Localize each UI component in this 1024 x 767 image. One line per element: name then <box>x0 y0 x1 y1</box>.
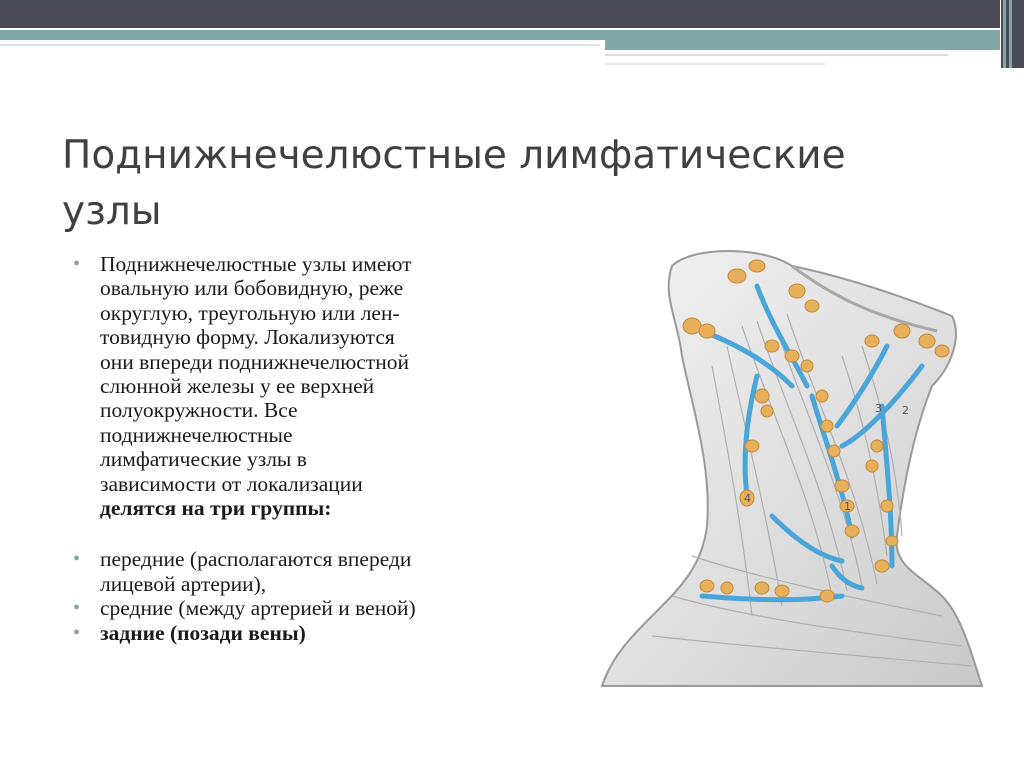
lymph-node <box>881 500 893 512</box>
lymph-node <box>886 536 898 546</box>
lymph-node <box>700 580 714 592</box>
slide-title-line-2: узлы <box>62 189 162 234</box>
description-line-4: товидную форму. Локализуются <box>100 325 395 350</box>
slide-header-bar <box>0 0 1024 70</box>
anterior-line-2: лицевой артерии), <box>100 571 267 596</box>
lymph-node <box>866 460 878 472</box>
posterior-line-1: задние (позади вены) <box>100 620 306 645</box>
lymph-node <box>699 324 715 338</box>
bullet-spacer <box>73 520 528 547</box>
lymph-node <box>871 440 883 452</box>
bullet-item-description <box>73 252 528 520</box>
description-line-2: овальную или бобовидную, реже <box>100 276 404 301</box>
lymph-node <box>755 389 769 403</box>
lymph-node <box>805 300 819 312</box>
lymph-node <box>765 340 779 352</box>
bullet-item-anterior <box>73 547 528 596</box>
lymph-node <box>845 525 859 537</box>
description-line-8: поднижнечелюстные <box>100 422 293 447</box>
description-conclusion: делятся на три группы: <box>100 496 332 521</box>
lymph-node <box>935 345 949 357</box>
figure-label-1: 1 <box>844 500 851 513</box>
lymph-node <box>821 420 833 432</box>
bullet-marker: • <box>73 548 81 571</box>
description-line-10: зависимости от локализации <box>100 471 363 496</box>
middle-line-1: средние (между артерией и веной) <box>100 596 416 621</box>
bullet-item-posterior <box>73 621 528 645</box>
lymph-node <box>894 324 910 338</box>
lymph-node <box>785 350 799 362</box>
description-line-1: Поднижнечелюстные узлы имеют <box>100 252 412 276</box>
lymph-node <box>761 405 773 417</box>
bullet-list <box>73 252 528 645</box>
neck-lymph-nodes-illustration <box>542 236 1012 692</box>
bullet-item-middle <box>73 596 528 620</box>
lymph-node <box>828 445 840 457</box>
description-line-7: полуокружности. Все <box>100 398 298 423</box>
lymph-node <box>835 480 849 492</box>
description-line-3: округлую, треугольную или лен- <box>100 300 400 325</box>
anterior-line-1: передние (располагаются впереди <box>100 547 412 572</box>
bullet-marker: • <box>73 597 81 620</box>
bullet-marker: • <box>73 621 81 644</box>
lymph-node <box>789 284 805 298</box>
neck-outline <box>602 251 982 686</box>
figure-label-4: 4 <box>744 492 751 505</box>
lymph-node <box>875 560 889 572</box>
lymph-node <box>775 585 789 597</box>
lymph-node <box>755 582 769 594</box>
lymph-node <box>683 318 701 334</box>
description-line-5: они впереди поднижнечелюстной <box>100 349 409 374</box>
slide-title <box>62 128 1002 240</box>
description-line-9: лимфатические узлы в <box>100 447 307 472</box>
description-line-6: слюнной железы у ее верхней <box>100 374 375 399</box>
lymph-node <box>749 260 765 272</box>
lymph-node <box>919 334 935 348</box>
bullet-marker: • <box>73 253 81 275</box>
slide-title-line-1: Поднижнечелюстные лимфатические <box>62 133 846 178</box>
figure-label-3: 3 <box>875 402 882 415</box>
lymph-node <box>801 360 813 372</box>
lymph-node <box>728 269 746 283</box>
figure-label-2: 2 <box>902 404 909 417</box>
lymph-node <box>816 390 828 402</box>
lymph-node <box>865 335 879 347</box>
lymph-node <box>721 582 733 594</box>
lymph-node <box>820 590 834 602</box>
lymph-node <box>745 440 759 452</box>
